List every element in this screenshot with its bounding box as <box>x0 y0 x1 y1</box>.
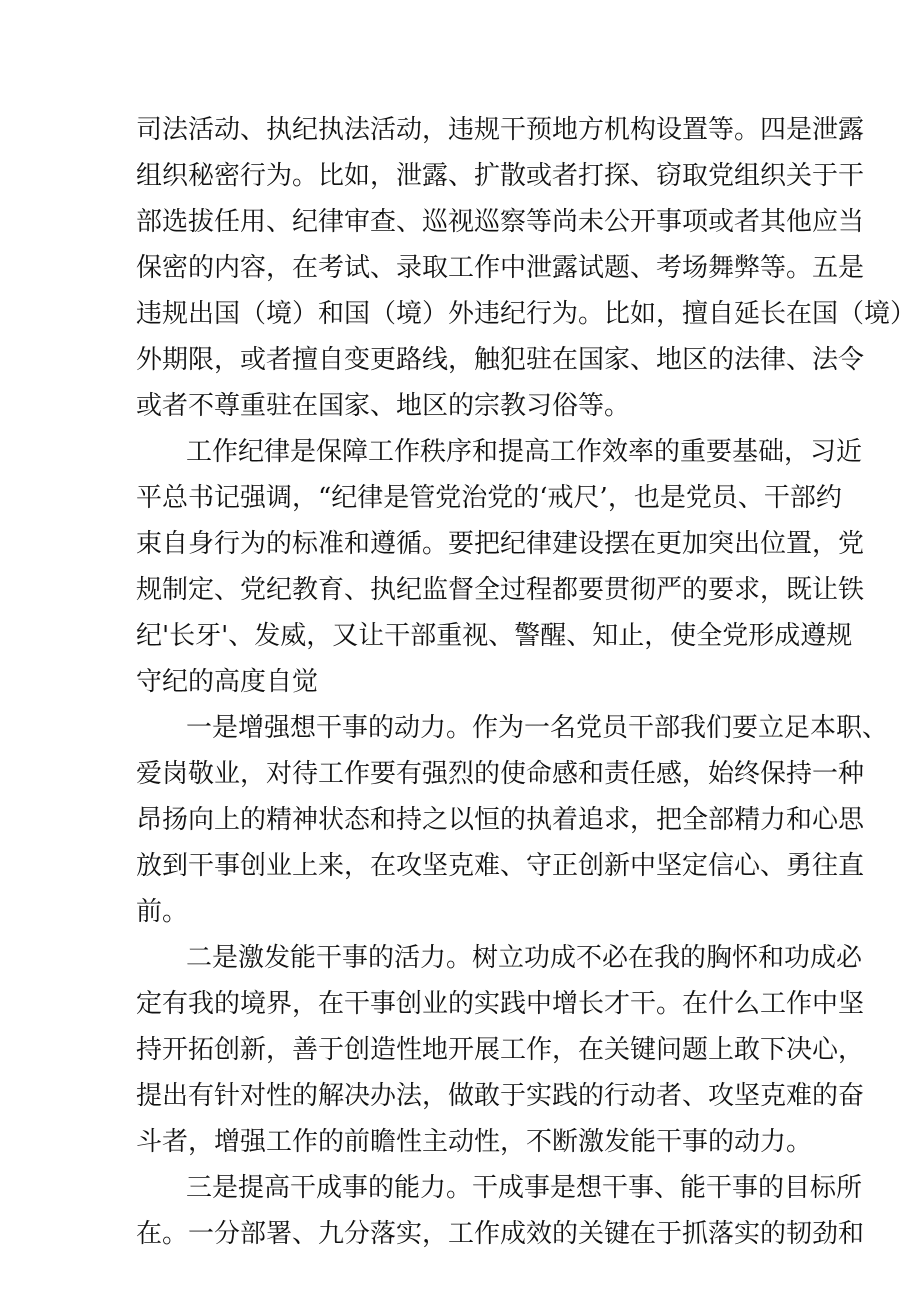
paragraph-2-line-6: 守纪的高度自觉 <box>136 667 319 697</box>
paragraph-2-line-5: 纪'长牙'、发威，又让干部重视、警醒、知止，使全党形成遵规 <box>136 621 853 651</box>
paragraph-2-line-3: 束自身行为的标准和遵循。要把纪律建设摆在更加突出位置，党 <box>136 529 865 559</box>
paragraph-1-line-4: 保密的内容，在考试、录取工作中泄露试题、考场舞弊等。五是 <box>136 253 865 283</box>
paragraph-4-line-1: 二是激发能干事的活力。树立功成不必在我的胸怀和功成必 <box>186 943 863 973</box>
paragraph-1-line-3: 部选拔任用、纪律审查、巡视巡察等尚未公开事项或者其他应当 <box>136 207 865 237</box>
paragraph-1-line-6: 外期限，或者擅自变更路线，触犯驻在国家、地区的法律、法令 <box>136 345 865 375</box>
paragraph-2-line-2: 平总书记强调，“纪律是管党治党的‘戒尺’，也是党员、干部约 <box>136 483 842 513</box>
paragraph-3-line-1: 一是增强想干事的动力。作为一名党员干部我们要立足本职、 <box>186 713 889 743</box>
paragraph-4-line-2: 定有我的境界，在干事创业的实践中增长才干。在什么工作中坚 <box>136 989 865 1019</box>
paragraph-4-line-4: 提出有针对性的解决办法，做敢于实践的行动者、攻坚克难的奋 <box>136 1081 865 1111</box>
paragraph-1-line-7: 或者不尊重驻在国家、地区的宗教习俗等。 <box>136 391 631 421</box>
paragraph-2-line-1: 工作纪律是保障工作秩序和提高工作效率的重要基础，习近 <box>186 437 863 467</box>
paragraph-3-line-2: 爱岗敬业，对待工作要有强烈的使命感和责任感，始终保持一种 <box>136 759 865 789</box>
paragraph-1-line-5: 违规出国（境）和国（境）外违纪行为。比如，擅自延长在国（境） <box>136 299 917 329</box>
paragraph-4-line-3: 持开拓创新，善于创造性地开展工作，在关键问题上敢下决心， <box>136 1035 865 1065</box>
paragraph-1-line-1: 司法活动、执纪执法活动，违规干预地方机构设置等。四是泄露 <box>136 115 865 145</box>
paragraph-3-line-4: 放到干事创业上来，在攻坚克难、守正创新中坚定信心、勇往直 <box>136 851 865 881</box>
paragraph-2-line-4: 规制定、党纪教育、执纪监督全过程都要贯彻严的要求，既让铁 <box>136 575 865 605</box>
paragraph-3-line-5: 前。 <box>136 897 189 927</box>
paragraph-1-line-2: 组织秘密行为。比如，泄露、扩散或者打探、窃取党组织关于干 <box>136 161 865 191</box>
paragraph-5-line-2: 在。一分部署、九分落实，工作成效的关键在于抓落实的韧劲和 <box>136 1219 865 1249</box>
paragraph-4-line-5: 斗者，增强工作的前瞻性主动性，不断激发能干事的动力。 <box>136 1127 813 1157</box>
paragraph-5-line-1: 三是提高干成事的能力。干成事是想干事、能干事的目标所 <box>186 1173 863 1203</box>
paragraph-3-line-3: 昂扬向上的精神状态和持之以恒的执着追求，把全部精力和心思 <box>136 805 865 835</box>
